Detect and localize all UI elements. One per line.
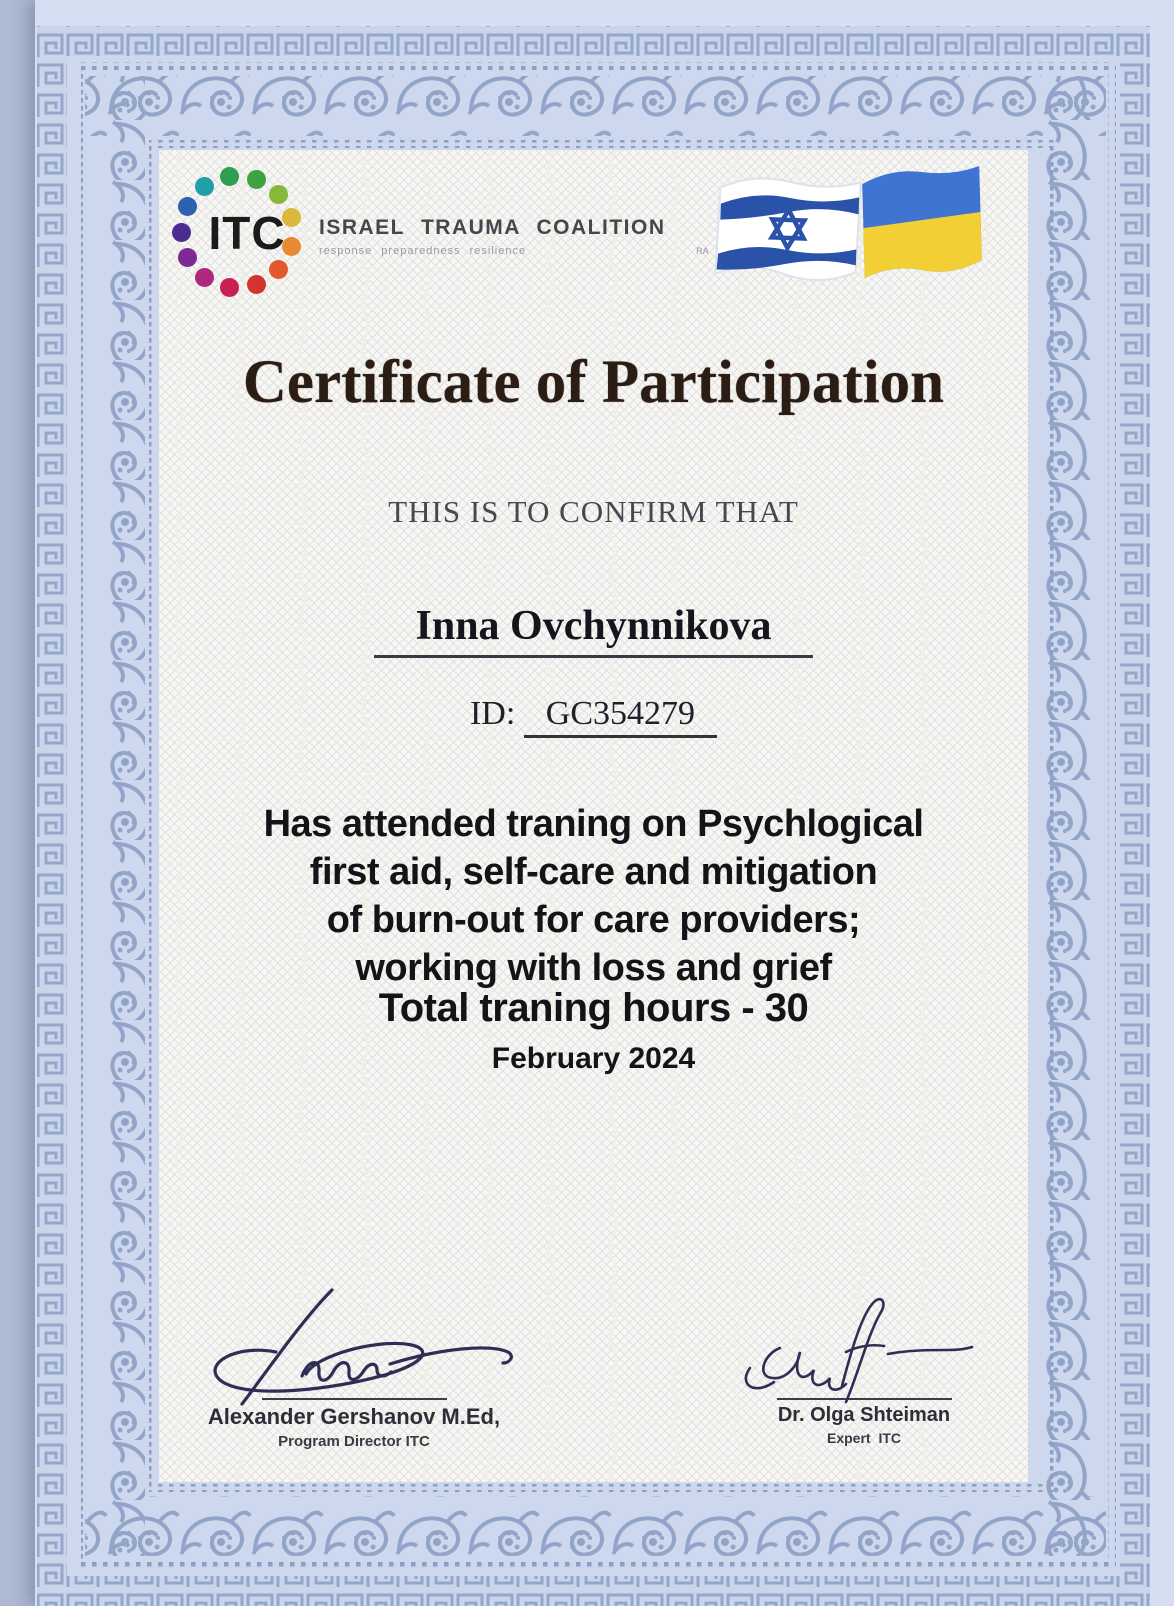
itc-logo-dot	[247, 170, 266, 189]
signature-block-expert	[709, 1292, 1019, 1446]
signer-title: Expert ITC	[826, 1430, 901, 1446]
total-hours-line: Total traning hours - 30	[378, 986, 809, 1030]
certificate-page	[35, 0, 1174, 1606]
recipient-name: Inna Ovchynnikova	[374, 602, 814, 658]
confirm-line: THIS IS TO CONFIRM THAT	[388, 494, 799, 529]
body-line: of burn-out for care providers;	[326, 899, 861, 941]
id-value: GC354279	[524, 695, 717, 738]
ukraine-flag-icon	[858, 166, 987, 278]
itc-logo-dot	[247, 275, 266, 294]
itc-logo	[167, 160, 307, 300]
id-label: ID:	[469, 695, 516, 732]
org-tagline-right: RA	[696, 246, 709, 256]
signature-ink-left	[184, 1278, 524, 1408]
body-text	[159, 800, 1028, 992]
itc-logo-dot	[269, 185, 288, 204]
itc-logo-dot	[220, 167, 239, 186]
body-line: Has attended traning on Psychlogical	[263, 803, 924, 845]
israel-flag-icon	[715, 177, 860, 282]
signature-ink-right	[734, 1292, 994, 1408]
flags	[709, 164, 997, 300]
itc-logo-text: ITC	[208, 207, 286, 259]
signature-line	[262, 1398, 447, 1400]
org-block	[319, 216, 749, 257]
signer-name: Dr. Olga Shteiman	[777, 1404, 951, 1426]
id-line	[159, 695, 1028, 738]
signature-line	[777, 1398, 952, 1400]
signature-block-program-director	[169, 1278, 539, 1450]
itc-logo-dot	[195, 177, 214, 196]
signer-name: Alexander Gershanov M.Ed,	[207, 1404, 501, 1429]
signer-title: Program Director ITC	[278, 1433, 430, 1450]
org-name: ISRAEL TRAUMA COALITION	[319, 216, 666, 239]
body-line: working with loss and grief	[355, 947, 832, 989]
date-line: February 2024	[491, 1042, 696, 1075]
body-line: first aid, self-care and mitigation	[309, 851, 878, 893]
org-tagline: response preparedness resilience	[319, 245, 527, 257]
itc-logo-dot	[195, 268, 214, 287]
certificate-title: Certificate of Participation	[242, 349, 945, 416]
itc-logo-dot	[220, 278, 239, 297]
itc-logo-dot	[269, 260, 288, 279]
